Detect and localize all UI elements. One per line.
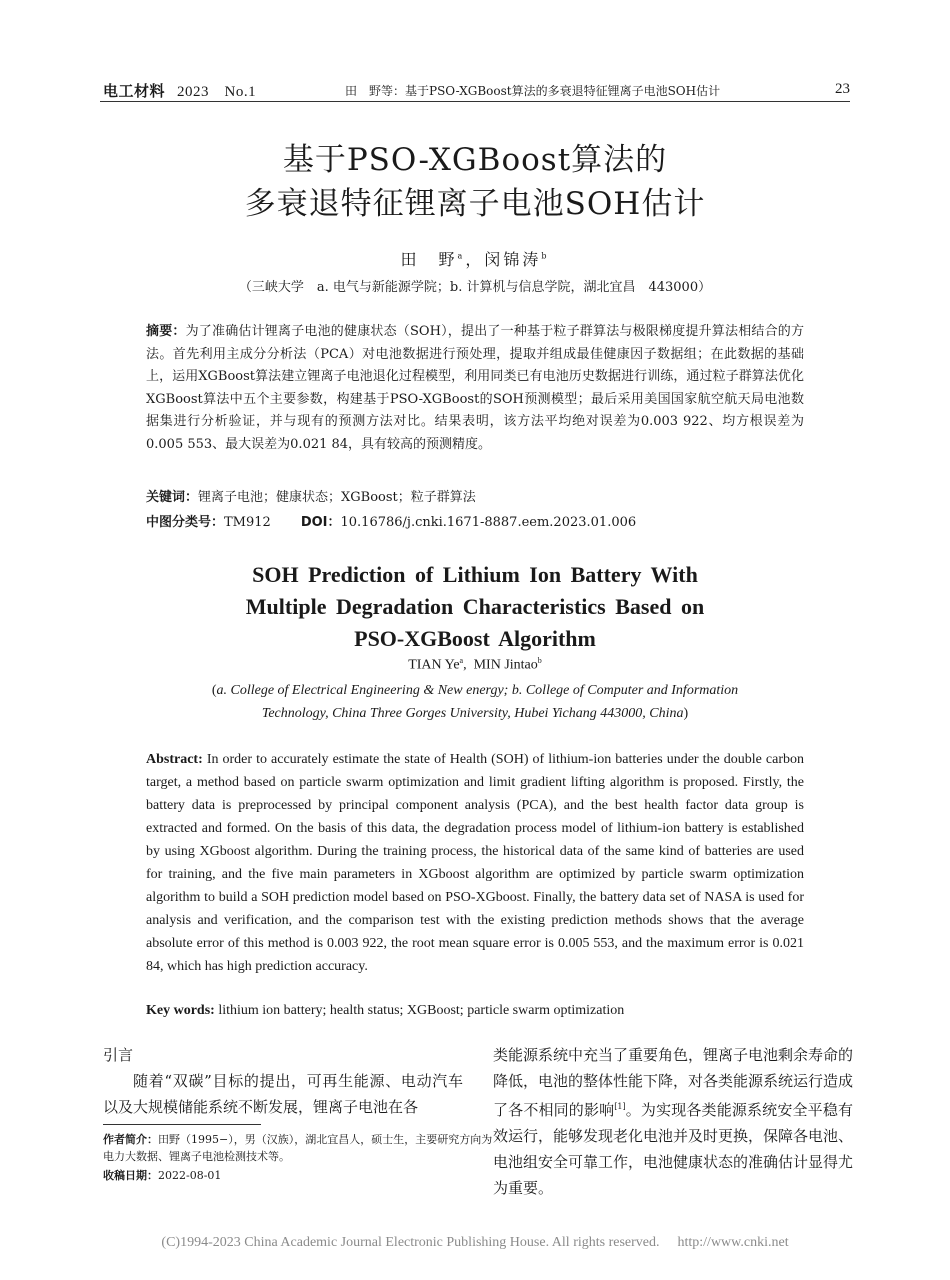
abstract-cn (146, 321, 804, 457)
received-date-footnote (103, 1167, 221, 1183)
page-number: 23 (835, 81, 850, 97)
title-en (0, 559, 950, 655)
journal-name: 电工材料 (103, 84, 166, 100)
intro-left-column: 随着“双碳”目标的提出，可再生能源、电动汽车以及大规模储能系统不断发展，锂离子电池在各 (103, 1072, 463, 1116)
affiliation-cn: （三峡大学 a. 电气与新能源学院；b. 计算机与信息学院，湖北宜昌 443000） (238, 280, 712, 295)
author-en-separator: , (463, 657, 474, 673)
received-date-label: 收稿日期： (103, 1169, 158, 1182)
title-en-line1: SOH Prediction of Lithium Ion Battery With (252, 562, 698, 587)
intro-heading: 引言 (103, 1046, 134, 1064)
header-divider (100, 101, 850, 102)
abstract-en-text: In order to accurately estimate the state of Health (SOH) of lithium-ion batteries under the double carbon target, a method based on particle swarm optimization and limit gradient lifting algorithm is proposed. Firstly, the battery data is preprocessed by principal component analysis (PCA), and the best health factor data group is extracted and formed. On the basis of this data, the degradation process model of lithium-ion battery is established by using XGboost algorithm. During the training process, the historical data of the same kind of batteries are used for training, and the five main parameters in XGboost algorithm are optimized by particle swarm optimization algorithm to build a SOH prediction model based on PSO-XGboost. Finally, the battery data set of NASA is used for analysis and verification, and the comparison test with the existing prediction methods shows that the average absolute error of this method is 0.003 922, the root mean square error is 0.005 553, and the maximum error is 0.021 84, which has high prediction accuracy. (146, 752, 805, 974)
keywords-cn-label: 关键词： (146, 490, 199, 505)
authors-cn (0, 247, 950, 270)
affiliation-en-line1: a. College of Electrical Engineering & New energy; b. College of Computer and Information (216, 683, 739, 698)
affiliation-en-open: ( (211, 683, 217, 698)
title-en-line3: PSO-XGBoost Algorithm (354, 626, 596, 651)
doi-value: 10.16786/j.cnki.1671-8887.eem.2023.01.006 (340, 515, 637, 530)
author-separator: ， (465, 250, 485, 269)
intro-right-text-2: 。为实现各类能源系统安全平稳有效运行，能够发现老化电池并及时更换，保障各电池、电池组安全可靠工作，电池健康状态的准确估计显得尤为重要。 (493, 1101, 854, 1197)
doi-label: DOI： (300, 515, 341, 530)
received-date-value: 2022-08-01 (158, 1169, 222, 1182)
journal-header (103, 80, 256, 101)
keywords-en (146, 1003, 806, 1019)
year-issue: 2023 No.1 (177, 84, 257, 100)
intro-right-column (493, 1042, 853, 1201)
classification-line (146, 511, 806, 530)
footnote-divider (103, 1124, 261, 1125)
abstract-cn-label: 摘要： (146, 324, 186, 339)
title-cn-line2: 多衰退特征锂离子电池SOH估计 (244, 186, 706, 222)
abstract-en-label: Abstract: (146, 752, 203, 767)
author-bio-footnote (103, 1131, 495, 1165)
author-bio-label: 作者简介： (103, 1133, 158, 1146)
keywords-cn (146, 486, 806, 505)
copyright-text: (C)1994-2023 China Academic Journal Electronic Publishing House. All rights reserved. (161, 1235, 660, 1250)
author-bio-text: 田野（1995−），男（汉族），湖北宜昌人，硕士生，主要研究方向为电力大数据、锂离子电池检测技术等。 (103, 1133, 493, 1163)
author-1-en: TIAN Ye (408, 657, 460, 673)
abstract-en (146, 748, 804, 978)
abstract-cn-text: 为了准确估计锂离子电池的健康状态（SOH），提出了一种基于粒子群算法与极限梯度提升算法相结合的方法。首先利用主成分分析法（PCA）对电池数据进行预处理，提取并组成最佳健康因子数据组；在此数据的基础上，运用XGBoost算法建立锂离子电池退化过程模型，利用同类已有电池历史数据进行训练，通过粒子群算法优化XGBoost算法中五个主要参数，构建基于PSO-XGBoost的SOH预测模型；最后采用美国国家航空航天局电池数据集进行分析验证，并与现有的预测方法对比。结果表明，该方法平均绝对误差为0.003 922、均方根误差为0.005 553、最大误差为0.021 84，具有较高的预测精度。 (146, 324, 804, 452)
cnki-url: http://www.cnki.net (677, 1235, 789, 1250)
running-title: 田 野等：基于PSO-XGBoost算法的多衰退特征锂离子电池SOH估计 (345, 84, 721, 98)
author-1-sup: a (457, 251, 466, 261)
authors-en (0, 656, 950, 674)
classification-label: 中图分类号： (146, 515, 225, 530)
classification-value: TM912 (224, 515, 271, 530)
author-2-en: MIN Jintao (473, 657, 538, 673)
affiliation-en (0, 679, 950, 725)
reference-citation: [1] (614, 1102, 626, 1111)
intro-right-text-1: 类能源系统中充当了重要角色，锂离子电池剩余寿命的降低，电池的整体性能下降，对各类能源系统运行造成了各不相同的影响 (493, 1046, 854, 1119)
author-1-en-sup: a (459, 656, 464, 665)
author-2-sup: b (541, 251, 550, 261)
author-2-en-sup: b (537, 656, 542, 665)
author-2-cn: 闵锦涛 (484, 250, 542, 269)
title-cn (0, 138, 950, 226)
keywords-cn-text: 锂离子电池；健康状态；XGBoost；粒子群算法 (198, 490, 476, 505)
title-cn-line1: 基于PSO-XGBoost算法的 (282, 142, 668, 178)
copyright-footer (0, 1235, 950, 1251)
affiliation-en-close: ) (683, 706, 689, 721)
keywords-en-label: Key words: (146, 1003, 215, 1018)
affiliation-en-line2: Technology, China Three Gorges University, Hubei Yichang 443000, China (261, 706, 684, 721)
title-en-line2: Multiple Degradation Characteristics Based on (245, 594, 705, 619)
keywords-en-text: lithium ion battery; health status; XGBoost; particle swarm optimization (218, 1003, 625, 1018)
author-1-cn: 田 野 (400, 250, 458, 269)
